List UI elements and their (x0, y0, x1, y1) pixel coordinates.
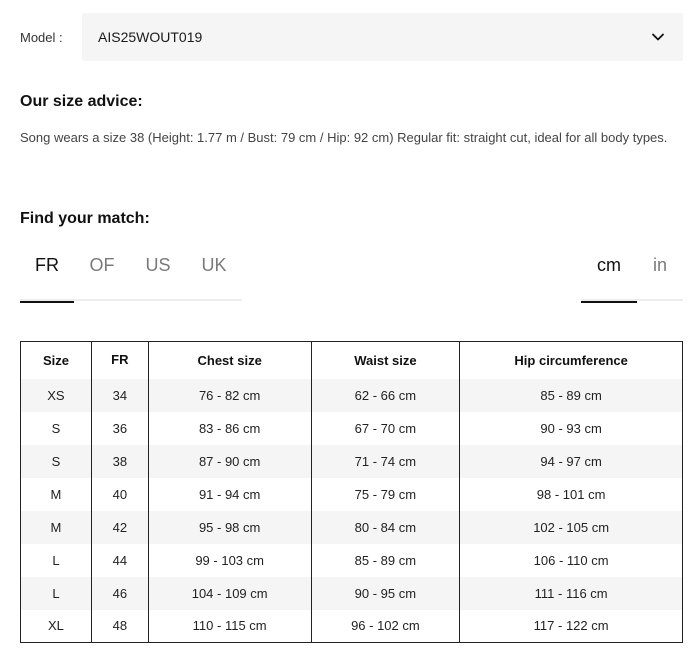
header-size: Size (21, 342, 92, 379)
table-row (21, 511, 683, 544)
table-row (21, 412, 683, 445)
cell-size: M (21, 511, 92, 544)
size-advice-text: Song wears a size 38 (Height: 1.77 m / Bust: 79 cm / Hip: 92 cm) Regular fit: straight cut, ideal for all body types. (20, 130, 668, 145)
table-header-row (21, 342, 683, 379)
cell-chest: 91 - 94 cm (148, 478, 311, 511)
tab-fr[interactable]: FR (20, 245, 74, 301)
cell-hip: 98 - 101 cm (460, 478, 683, 511)
header-hip-circumference: Hip circumference (460, 342, 683, 379)
cell-size: M (21, 478, 92, 511)
cell-hip: 117 - 122 cm (460, 610, 683, 643)
tab-of[interactable]: OF (89, 255, 115, 275)
size-table (20, 341, 683, 643)
cell-chest: 110 - 115 cm (148, 610, 311, 643)
unit-tabs (581, 245, 683, 301)
cell-hip: 85 - 89 cm (460, 379, 683, 412)
cell-fr: 40 (91, 478, 148, 511)
table-row (21, 544, 683, 577)
table-row (21, 379, 683, 412)
cell-hip: 90 - 93 cm (460, 412, 683, 445)
tab-uk[interactable]: UK (201, 255, 227, 275)
cell-chest: 104 - 109 cm (148, 577, 311, 610)
cell-fr: 36 (91, 412, 148, 445)
cell-waist: 90 - 95 cm (311, 577, 460, 610)
table-row (21, 445, 683, 478)
table-row (21, 478, 683, 511)
cell-fr: 38 (91, 445, 148, 478)
cell-waist: 80 - 84 cm (311, 511, 460, 544)
cell-hip: 94 - 97 cm (460, 445, 683, 478)
cell-hip: 106 - 110 cm (460, 544, 683, 577)
cell-waist: 96 - 102 cm (311, 610, 460, 643)
cell-chest: 95 - 98 cm (148, 511, 311, 544)
cell-size: S (21, 445, 92, 478)
model-select-value: AIS25WOUT019 (98, 29, 203, 45)
tab-cm[interactable]: cm (581, 245, 637, 301)
model-select[interactable] (82, 13, 683, 61)
model-label: Model : (20, 30, 63, 45)
table-row (21, 577, 683, 610)
tab-us[interactable]: US (145, 255, 171, 275)
cell-size: L (21, 544, 92, 577)
cell-waist: 85 - 89 cm (311, 544, 460, 577)
cell-waist: 75 - 79 cm (311, 478, 460, 511)
cell-hip: 111 - 116 cm (460, 577, 683, 610)
cell-size: L (21, 577, 92, 610)
cell-chest: 76 - 82 cm (148, 379, 311, 412)
cell-chest: 87 - 90 cm (148, 445, 311, 478)
find-match-title: Find your match: (20, 210, 150, 227)
table-body (21, 379, 683, 643)
cell-fr: 34 (91, 379, 148, 412)
cell-chest: 99 - 103 cm (148, 544, 311, 577)
cell-size: S (21, 412, 92, 445)
header-fr: FR (91, 342, 148, 379)
cell-size: XL (21, 610, 92, 643)
cell-size: XS (21, 379, 92, 412)
cell-hip: 102 - 105 cm (460, 511, 683, 544)
table-row (21, 610, 683, 643)
header-chest-size: Chest size (148, 342, 311, 379)
cell-chest: 83 - 86 cm (148, 412, 311, 445)
chevron-down-icon (651, 30, 665, 44)
tab-in[interactable]: in (652, 255, 667, 275)
cell-waist: 67 - 70 cm (311, 412, 460, 445)
size-advice-title: Our size advice: (20, 93, 143, 110)
cell-fr: 48 (91, 610, 148, 643)
cell-fr: 44 (91, 544, 148, 577)
cell-waist: 62 - 66 cm (311, 379, 460, 412)
cell-fr: 46 (91, 577, 148, 610)
header-waist-size: Waist size (311, 342, 460, 379)
cell-waist: 71 - 74 cm (311, 445, 460, 478)
cell-fr: 42 (91, 511, 148, 544)
size-system-tabs (20, 245, 242, 301)
